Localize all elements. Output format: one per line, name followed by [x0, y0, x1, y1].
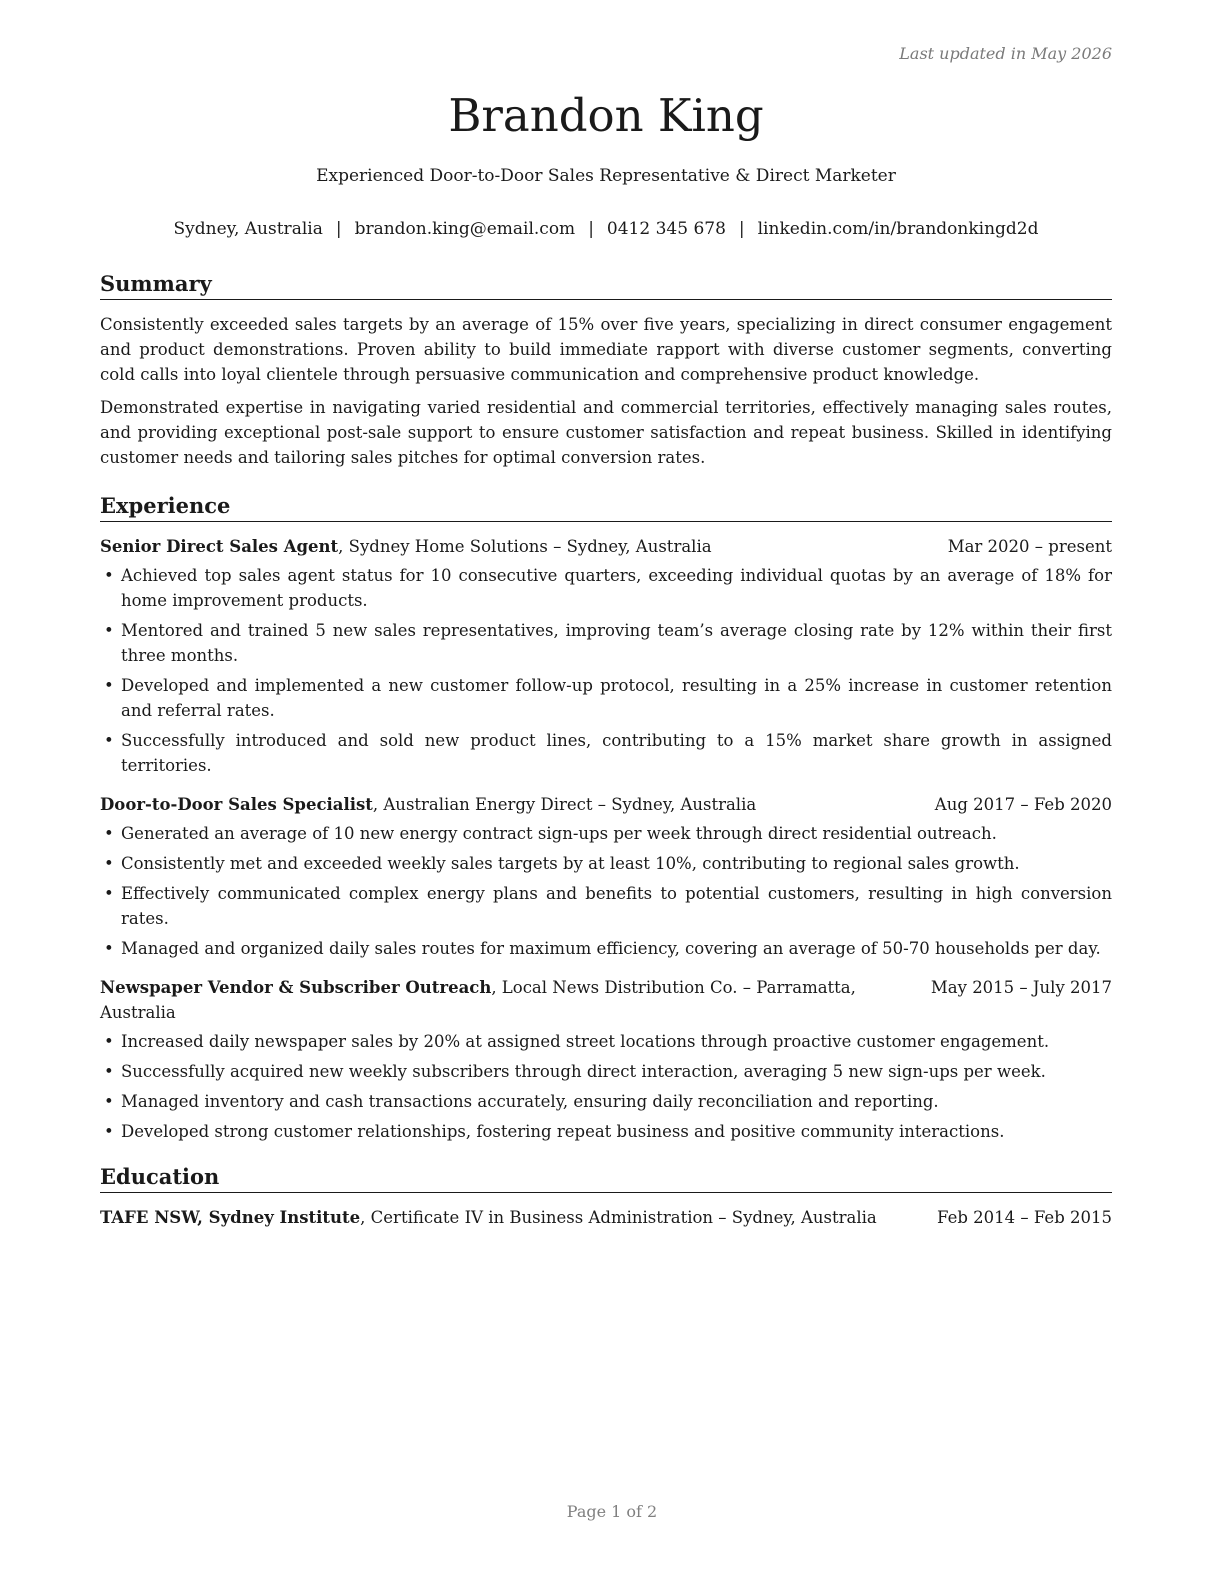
candidate-name: Brandon King: [448, 89, 764, 142]
education-section: [100, 1163, 1112, 1230]
job-role: Door-to-Door Sales Specialist: [100, 795, 373, 814]
job-bullet: • Increased daily newspaper sales by 20% at assigned street locations through proactive customer engagement.: [100, 1029, 1112, 1054]
job-bullet: • Developed strong customer relationships, fostering repeat business and positive community interactions.: [100, 1119, 1112, 1144]
last-updated: Last updated in May 2026: [899, 44, 1112, 63]
summary-paragraph: Demonstrated expertise in navigating varied residential and commercial territories, effectively managing sales routes, and providing exceptional post-sale support to ensure customer satisfaction and repeat business. Skilled in identifying customer needs and tailoring sales pitches for optimal conversion rates.: [100, 398, 1112, 467]
job-entry: [100, 534, 1112, 778]
contact-separator: |: [588, 219, 594, 239]
job-header: [100, 975, 1112, 1025]
job-company: , Sydney Home Solutions – Sydney, Australia: [338, 537, 712, 556]
job-bullet: • Managed inventory and cash transactions accurately, ensuring daily reconciliation and reporting.: [100, 1089, 1112, 1114]
job-dates: May 2015 – July 2017: [930, 978, 1112, 997]
job-role: Senior Direct Sales Agent: [100, 537, 339, 556]
candidate-headline: Experienced Door-to-Door Sales Representative & Direct Marketer: [316, 166, 896, 186]
summary-paragraph: Consistently exceeded sales targets by an average of 15% over five years, specializing in direct consumer engagement and product demonstrations. Proven ability to build immediate rapport with diverse customer segments, converting cold calls into loyal clientele through persuasive communication and comprehensive product knowledge.: [100, 315, 1112, 384]
experience-section: [100, 492, 1112, 1144]
education-institution: TAFE NSW, Sydney Institute: [100, 1208, 361, 1227]
job-bullet: • Consistently met and exceeded weekly sales targets by at least 10%, contributing to regional sales growth.: [100, 851, 1112, 876]
job-bullet: • Successfully acquired new weekly subscribers through direct interaction, averaging 5 new sign-ups per week.: [100, 1059, 1112, 1084]
job-bullet: • Developed and implemented a new customer follow-up protocol, resulting in a 25% increase in customer retention and referral rates.: [100, 673, 1112, 723]
job-entry: [100, 975, 1112, 1144]
job-bullet: • Effectively communicated complex energy plans and benefits to potential customers, resulting in high conversion rates.: [100, 881, 1112, 931]
job-dates: Mar 2020 – present: [947, 537, 1112, 556]
job-header: [100, 792, 1112, 817]
summary-section: [100, 270, 1112, 470]
job-bullet: • Successfully introduced and sold new product lines, contributing to a 15% market share growth in assigned territories.: [100, 728, 1112, 778]
contact-email[interactable]: brandon.king@email.com: [354, 219, 576, 239]
page-number: Page 1 of 2: [566, 1502, 658, 1521]
contact-linkedin[interactable]: linkedin.com/in/brandonkingd2d: [757, 219, 1039, 239]
resume-body: [100, 270, 1112, 1234]
contact-separator: |: [738, 219, 745, 239]
job-entry: [100, 792, 1112, 961]
section-title-summary: Summary: [100, 270, 1112, 300]
job-dates: Aug 2017 – Feb 2020: [934, 795, 1112, 814]
job-bullets: [100, 1029, 1112, 1144]
job-bullet: • Managed and organized daily sales routes for maximum efficiency, covering an average of 50-70 households per day.: [100, 936, 1112, 961]
job-company: , Local News Distribution Co. – Parramatta, Australia: [100, 978, 856, 1022]
section-title-education: Education: [100, 1163, 1112, 1193]
contact-phone: 0412 345 678: [606, 219, 726, 239]
education-entry: [100, 1205, 1112, 1230]
education-details: , Certificate IV in Business Administration – Sydney, Australia: [360, 1208, 877, 1227]
section-title-experience: Experience: [100, 492, 1112, 522]
job-role: Newspaper Vendor & Subscriber Outreach: [100, 978, 492, 997]
job-bullet: • Generated an average of 10 new energy contract sign-ups per week through direct residential outreach.: [100, 821, 1112, 846]
education-dates: Feb 2014 – Feb 2015: [937, 1208, 1112, 1227]
job-company: , Australian Energy Direct – Sydney, Australia: [372, 795, 757, 814]
contact-line: [100, 219, 1112, 239]
job-header: [100, 534, 1112, 559]
job-bullet: • Achieved top sales agent status for 10 consecutive quarters, exceeding individual quotas by an average of 18% for home improvement products.: [100, 563, 1112, 613]
job-bullets: [100, 821, 1112, 961]
contact-location: Sydney, Australia: [173, 219, 323, 239]
job-bullet: • Mentored and trained 5 new sales representatives, improving team’s average closing rate by 12% within their first three months.: [100, 618, 1112, 668]
job-bullets: [100, 563, 1112, 778]
contact-separator: |: [335, 219, 342, 239]
